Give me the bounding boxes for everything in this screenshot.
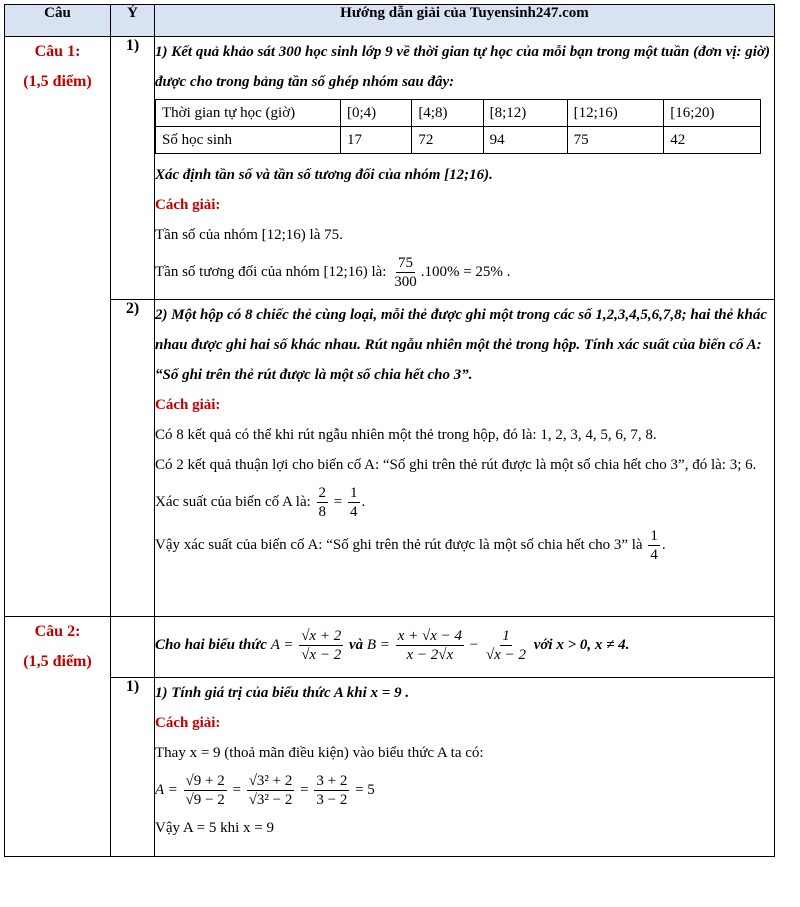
freq-cell: 75 bbox=[567, 127, 664, 154]
freq-cell: [4;8) bbox=[412, 100, 483, 127]
freq-cell: 17 bbox=[341, 127, 412, 154]
freq-cell: [0;4) bbox=[341, 100, 412, 127]
fraction-numerator: 1 bbox=[350, 485, 358, 501]
q2-intro-index bbox=[111, 617, 155, 678]
fraction-denominator: √x − 2 bbox=[301, 647, 342, 663]
freq-cell: 94 bbox=[483, 127, 567, 154]
q1-part1-index: 1) bbox=[111, 37, 155, 300]
freq-row-time bbox=[156, 100, 761, 127]
q2-label: Câu 2: bbox=[34, 623, 81, 640]
fraction bbox=[299, 627, 343, 664]
expr-b-lhs: B = bbox=[366, 636, 390, 653]
q1-part2-index: 2) bbox=[111, 300, 155, 617]
fraction bbox=[396, 627, 464, 664]
q1-part2-line3: Xác suất của biến cố A là: $\frac{2}{8}$ = $\frac{1}{4}$ . bbox=[155, 485, 366, 520]
freq-cell: 42 bbox=[664, 127, 761, 154]
fraction-numerator: 1 bbox=[650, 528, 658, 544]
fraction-denominator: 4 bbox=[650, 547, 658, 563]
fraction-numerator: 1 bbox=[502, 628, 510, 644]
q1-part1-row bbox=[5, 37, 775, 300]
q1-part1-task: Xác định tần số và tần số tương đối của nhóm [12;16). bbox=[155, 167, 493, 183]
fraction-numerator: 2 bbox=[318, 485, 327, 501]
fraction bbox=[314, 772, 349, 809]
q1-part1-content bbox=[155, 37, 775, 300]
q1-part2-row bbox=[5, 300, 775, 617]
q1-label-cell bbox=[5, 37, 111, 617]
q2-points: (1,5 điểm) bbox=[23, 653, 92, 670]
solution-label: Cách giải: bbox=[155, 397, 221, 413]
q2-intro-content bbox=[155, 617, 775, 678]
header-guide: Hướng dẫn giải của Tuyensinh247.com bbox=[155, 5, 775, 37]
q2-intro-row bbox=[5, 617, 775, 678]
fraction-denominator: x − 2√x bbox=[406, 647, 454, 663]
fraction-denominator: 300 bbox=[394, 274, 417, 290]
fraction-numerator: √3² + 2 bbox=[248, 773, 293, 789]
q1-part2-content bbox=[155, 300, 775, 617]
q2-part1-line1: Thay x = 9 (thoả mãn điều kiện) vào biểu thức A ta có: bbox=[155, 745, 484, 761]
q2-part1-index: 1) bbox=[111, 678, 155, 857]
freq-cell: [8;12) bbox=[483, 100, 567, 127]
solution-table bbox=[4, 4, 775, 857]
fraction bbox=[348, 484, 360, 521]
solution-label: Cách giải: bbox=[155, 197, 221, 213]
fraction-denominator: 8 bbox=[318, 504, 327, 520]
q1-label: Câu 1: bbox=[34, 43, 81, 60]
freq-cell: Thời gian tự học (giờ) bbox=[156, 100, 341, 127]
q2-label-cell bbox=[5, 617, 111, 857]
line2-prefix: Tần số tương đối của nhóm [12;16) là: bbox=[155, 263, 387, 280]
q1-part2-line4: Vậy xác suất của biến cố A: “Số ghi trên thẻ rút được là một số chia hết cho 3” là $\frac{1}{4}$ . bbox=[155, 528, 666, 563]
expr-a-lhs: A = bbox=[270, 636, 294, 653]
q1-points: (1,5 điểm) bbox=[23, 73, 92, 90]
q2-part1-equation: A = $\frac{√9 + 2}{√9 - 2}$ = $\frac{\text{√3² + 2}}{\text{√3² − 2}}$ = $\frac{3 + 2}{3 - 2}$ = 5 bbox=[155, 773, 375, 808]
intro-condition: với x > 0, x ≠ 4. bbox=[533, 636, 630, 653]
q1-part1-prompt: 1) Kết quả khảo sát 300 học sinh lớp 9 về thời gian tự học của mỗi bạn trong một tuần (đơn vị: giờ) được cho trong bảng tần số ghép nhóm sau đây: bbox=[155, 44, 771, 90]
fraction bbox=[184, 772, 227, 809]
line2-suffix: .100% = 25% . bbox=[420, 263, 511, 280]
q1-part1-line2 bbox=[155, 254, 774, 291]
eq-lhs: A = bbox=[155, 781, 178, 798]
fraction-numerator: √x + 2 bbox=[301, 628, 342, 644]
fraction bbox=[392, 254, 419, 291]
q2-part1-conclusion: Vậy A = 5 khi x = 9 bbox=[155, 820, 275, 836]
fraction-denominator: √9 − 2 bbox=[185, 792, 225, 808]
freq-cell: [16;20) bbox=[664, 100, 761, 127]
frequency-table bbox=[155, 99, 761, 154]
intro-prefix: Cho hai biểu thức bbox=[155, 636, 267, 653]
q1-part2-prompt: 2) Một hộp có 8 chiếc thẻ cùng loại, mỗi thẻ được ghi một trong các số 1,2,3,4,5,6,7,8; hai thẻ khác nhau được ghi hai số khác nhau. Rút ngẫu nhiên một thẻ trong hộp. Tính xác suất của biến cố A: “Số ghi trên thẻ rút được là một số chia hết cho 3”. bbox=[155, 307, 768, 383]
equals: = bbox=[333, 493, 343, 510]
fraction-denominator: 4 bbox=[350, 504, 358, 520]
solution-label: Cách giải: bbox=[155, 715, 221, 731]
fraction bbox=[648, 527, 660, 564]
minus: − bbox=[469, 636, 479, 653]
q1-part2-line1: Có 8 kết quả có thể khi rút ngẫu nhiên một thẻ trong hộp, đó là: 1, 2, 3, 4, 5, 6, 7, 8. bbox=[155, 427, 657, 443]
header-y: Ý bbox=[111, 5, 155, 37]
line3-prefix: Xác suất của biến cố A là: bbox=[155, 493, 311, 510]
freq-cell: [12;16) bbox=[567, 100, 664, 127]
fraction-numerator: 75 bbox=[397, 255, 413, 271]
fraction bbox=[247, 772, 295, 809]
fraction-denominator: √3² − 2 bbox=[248, 792, 293, 808]
fraction bbox=[317, 484, 329, 521]
fraction-numerator: √9 + 2 bbox=[185, 773, 225, 789]
header-cau: Câu bbox=[5, 5, 111, 37]
fraction-numerator: x + √x − 4 bbox=[397, 628, 462, 644]
fraction-denominator: 3 − 2 bbox=[316, 792, 348, 808]
fraction-denominator: √x − 2 bbox=[485, 647, 526, 663]
freq-row-students bbox=[156, 127, 761, 154]
q2-part1-content bbox=[155, 678, 775, 857]
q1-part1-line1: Tần số của nhóm [12;16) là 75. bbox=[155, 227, 343, 243]
q1-part2-line2: Có 2 kết quả thuận lợi cho biến cố A: “Số ghi trên thẻ rút được là một số chia hết cho 3”, đó là: 3; 6. bbox=[155, 457, 757, 473]
q2-part1-prompt: 1) Tính giá trị của biểu thức A khi x = 9 . bbox=[155, 685, 410, 701]
q2-part1-row bbox=[5, 678, 775, 857]
fraction bbox=[484, 627, 528, 664]
freq-cell: 72 bbox=[412, 127, 483, 154]
intro-and: và bbox=[348, 636, 364, 653]
fraction-numerator: 3 + 2 bbox=[316, 773, 348, 789]
header-row bbox=[5, 5, 775, 37]
line4-prefix: Vậy xác suất của biến cố A: “Số ghi trên thẻ rút được là một số chia hết cho 3” là bbox=[155, 536, 643, 553]
eq-result: = 5 bbox=[355, 781, 375, 798]
freq-cell: Số học sinh bbox=[156, 127, 341, 154]
